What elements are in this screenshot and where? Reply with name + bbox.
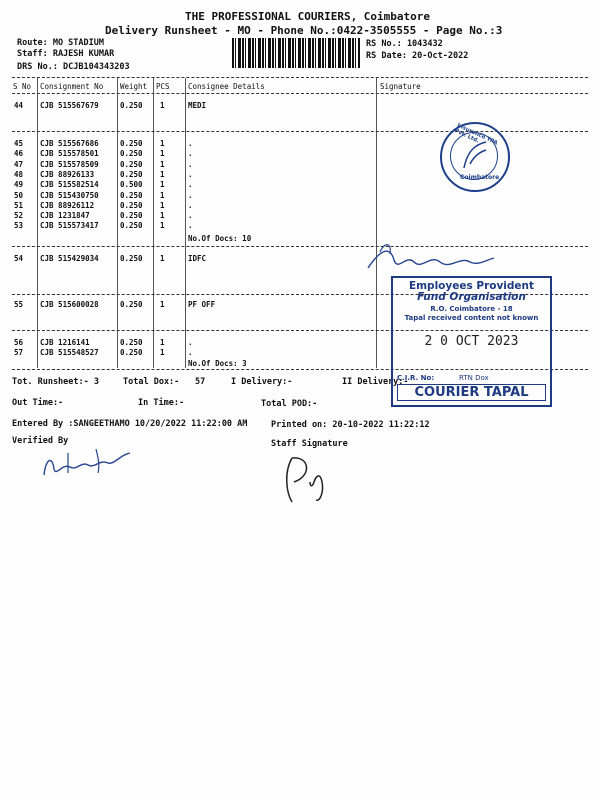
row-rule bbox=[12, 246, 588, 247]
col-divider bbox=[185, 78, 186, 368]
cell-weight: 0.250 bbox=[120, 348, 143, 357]
entered-by: Entered By :SANGEETHAMO 10/20/2022 11:22:00 AM bbox=[12, 419, 248, 429]
cell-sno: 55 bbox=[14, 300, 24, 309]
docs-count: No.Of Docs: 10 bbox=[188, 234, 252, 243]
ii-delivery: II Delivery:- bbox=[342, 377, 409, 387]
stamp-line-1: Employees Provident bbox=[408, 280, 535, 292]
stamp-line-3: R.O. Coimbatore - 18 bbox=[430, 305, 513, 313]
verified-by: Verified By bbox=[12, 436, 69, 446]
cell-sno: 51 bbox=[14, 200, 24, 210]
rs-number: RS No.: 1043432 bbox=[366, 39, 443, 49]
cell-consignment: CJB 88926133 bbox=[40, 169, 95, 179]
cell-pcs: 1 bbox=[160, 221, 165, 231]
col-divider bbox=[37, 78, 38, 368]
drs-number: DRS No.: DCJB104343203 bbox=[17, 62, 130, 72]
staff-label: Staff: RAJESH KUMAR bbox=[17, 49, 115, 59]
cell-sno: 53 bbox=[14, 221, 24, 231]
barcode bbox=[232, 38, 360, 68]
cell-consignee: . bbox=[188, 149, 193, 159]
table-top-rule bbox=[12, 77, 588, 78]
cell-sno: 57 bbox=[14, 348, 24, 357]
cell-consignment: CJB 515578509 bbox=[40, 159, 99, 169]
docs-count: No.Of Docs: 3 bbox=[188, 359, 247, 368]
cell-consignment: CJB 515600028 bbox=[40, 300, 99, 309]
cell-pcs: 1 bbox=[160, 139, 165, 148]
company-title: THE PROFESSIONAL COURIERS, Coimbatore bbox=[185, 10, 431, 23]
cell-weight: 0.250 bbox=[120, 190, 143, 200]
seal-top-text: Insurance TPA Pvt. Ltd. bbox=[453, 122, 499, 147]
staff-signature-label: Staff Signature bbox=[271, 439, 348, 449]
cell-weight: 0.250 bbox=[120, 159, 143, 169]
cell-sno: 49 bbox=[14, 180, 24, 190]
cell-sno: 52 bbox=[14, 211, 24, 221]
cell-consignee: . bbox=[188, 221, 193, 231]
epfo-receipt-stamp bbox=[391, 276, 552, 407]
col-pcs: PCS bbox=[156, 82, 170, 91]
rs-date: RS Date: 20-Oct-2022 bbox=[366, 51, 469, 61]
total-dox-label: Total Dox:- bbox=[123, 377, 180, 387]
total-runsheet: Tot. Runsheet:- 3 bbox=[12, 377, 99, 387]
cell-weight: 0.250 bbox=[120, 338, 143, 347]
col-consignee: Consignee Details bbox=[188, 82, 265, 91]
cell-weight: 0.250 bbox=[120, 221, 143, 231]
cell-consignment: CJB 515578501 bbox=[40, 149, 99, 159]
cell-consignee: MEDI bbox=[188, 101, 207, 110]
cell-consignee: . bbox=[188, 159, 193, 169]
cell-pcs: 1 bbox=[160, 101, 165, 110]
cell-pcs: 1 bbox=[160, 211, 165, 221]
cell-consignment: CJB 515573417 bbox=[40, 221, 99, 231]
cell-consignment: CJB 515429034 bbox=[40, 254, 99, 263]
total-dox-value: 57 bbox=[195, 377, 206, 387]
cell-weight: 0.250 bbox=[120, 169, 143, 179]
out-time: Out Time:- bbox=[12, 398, 64, 408]
cell-consignee: . bbox=[188, 139, 193, 148]
stamp-brand: COURIER TAPAL bbox=[397, 384, 546, 401]
cell-consignee: . bbox=[188, 211, 193, 221]
cell-consignee: . bbox=[188, 190, 193, 200]
col-divider bbox=[376, 78, 377, 368]
cell-weight: 0.250 bbox=[120, 211, 143, 221]
cell-consignment: CJB 515582514 bbox=[40, 180, 99, 190]
row-rule bbox=[12, 131, 588, 132]
cell-pcs: 1 bbox=[160, 200, 165, 210]
cell-weight: 0.250 bbox=[120, 139, 143, 148]
cell-consignee: . bbox=[188, 180, 193, 190]
cell-consignee: . bbox=[188, 169, 193, 179]
cell-pcs: 1 bbox=[160, 300, 165, 309]
cell-consignee: IDFC bbox=[188, 254, 207, 263]
cell-weight: 0.250 bbox=[120, 200, 143, 210]
cell-consignee: . bbox=[188, 200, 193, 210]
cell-weight: 0.250 bbox=[120, 149, 143, 159]
cell-sno: 47 bbox=[14, 159, 24, 169]
stamp-date: 2 0 OCT 2023 bbox=[424, 334, 519, 349]
table-head-rule bbox=[12, 93, 588, 94]
cell-consignment: CJB 515567679 bbox=[40, 101, 99, 110]
col-signature: Signature bbox=[380, 82, 421, 91]
cell-sno: 56 bbox=[14, 338, 24, 347]
cell-sno: 48 bbox=[14, 169, 24, 179]
cell-weight: 0.250 bbox=[120, 300, 143, 309]
handwritten-signature-icon bbox=[360, 240, 500, 280]
cell-consignee: . bbox=[188, 348, 193, 357]
insurance-seal bbox=[440, 122, 510, 192]
cell-consignment: CJB 1231847 bbox=[40, 211, 90, 221]
cell-pcs: 1 bbox=[160, 348, 165, 357]
seal-bottom-text: Coimbatore bbox=[460, 174, 500, 181]
verifier-signature-icon bbox=[40, 445, 140, 481]
stamp-line-4: Tapal received content not known bbox=[404, 314, 539, 322]
cell-weight: 0.500 bbox=[120, 180, 143, 190]
in-time: In Time:- bbox=[138, 398, 185, 408]
cell-sno: 50 bbox=[14, 190, 24, 200]
cell-sno: 44 bbox=[14, 101, 24, 110]
cell-consignment: CJB 88926112 bbox=[40, 200, 95, 210]
staff-signature-icon bbox=[280, 452, 340, 507]
cell-sno: 54 bbox=[14, 254, 24, 263]
cell-sno: 46 bbox=[14, 149, 24, 159]
route-label: Route: MO STADIUM bbox=[17, 38, 104, 48]
cell-consignment: CJB 515567686 bbox=[40, 139, 99, 148]
cell-pcs: 1 bbox=[160, 180, 165, 190]
col-divider bbox=[117, 78, 118, 368]
col-divider bbox=[153, 78, 154, 368]
cell-pcs: 1 bbox=[160, 190, 165, 200]
col-sno: S No bbox=[13, 82, 32, 91]
cell-pcs: 1 bbox=[160, 159, 165, 169]
stamp-line-2: Fund Organisation bbox=[417, 291, 526, 303]
seal-emblem-icon bbox=[456, 138, 492, 174]
cell-pcs: 1 bbox=[160, 169, 165, 179]
col-weight: Weight bbox=[120, 82, 148, 91]
cell-consignee: PF OFF bbox=[188, 300, 216, 309]
cell-consignment: CJB 515548527 bbox=[40, 348, 99, 357]
stamp-rtn: RTN Dox bbox=[459, 374, 489, 382]
cell-sno: 45 bbox=[14, 139, 24, 148]
col-consignment: Consignment No bbox=[40, 82, 104, 91]
total-pod: Total POD:- bbox=[261, 399, 318, 409]
runsheet-subtitle: Delivery Runsheet - MO - Phone No.:0422-3505555 - Page No.:3 bbox=[105, 24, 503, 37]
cell-consignment: CJB 515430750 bbox=[40, 190, 99, 200]
stamp-cir: C.I.R. No: bbox=[397, 374, 435, 382]
i-delivery: I Delivery:- bbox=[231, 377, 293, 387]
cell-weight: 0.250 bbox=[120, 254, 143, 263]
cell-consignment: CJB 1216141 bbox=[40, 338, 90, 347]
cell-pcs: 1 bbox=[160, 149, 165, 159]
cell-weight: 0.250 bbox=[120, 101, 143, 110]
printed-on: Printed on: 20-10-2022 11:22:12 bbox=[271, 420, 430, 430]
cell-consignee: . bbox=[188, 338, 193, 347]
cell-pcs: 1 bbox=[160, 338, 165, 347]
cell-pcs: 1 bbox=[160, 254, 165, 263]
